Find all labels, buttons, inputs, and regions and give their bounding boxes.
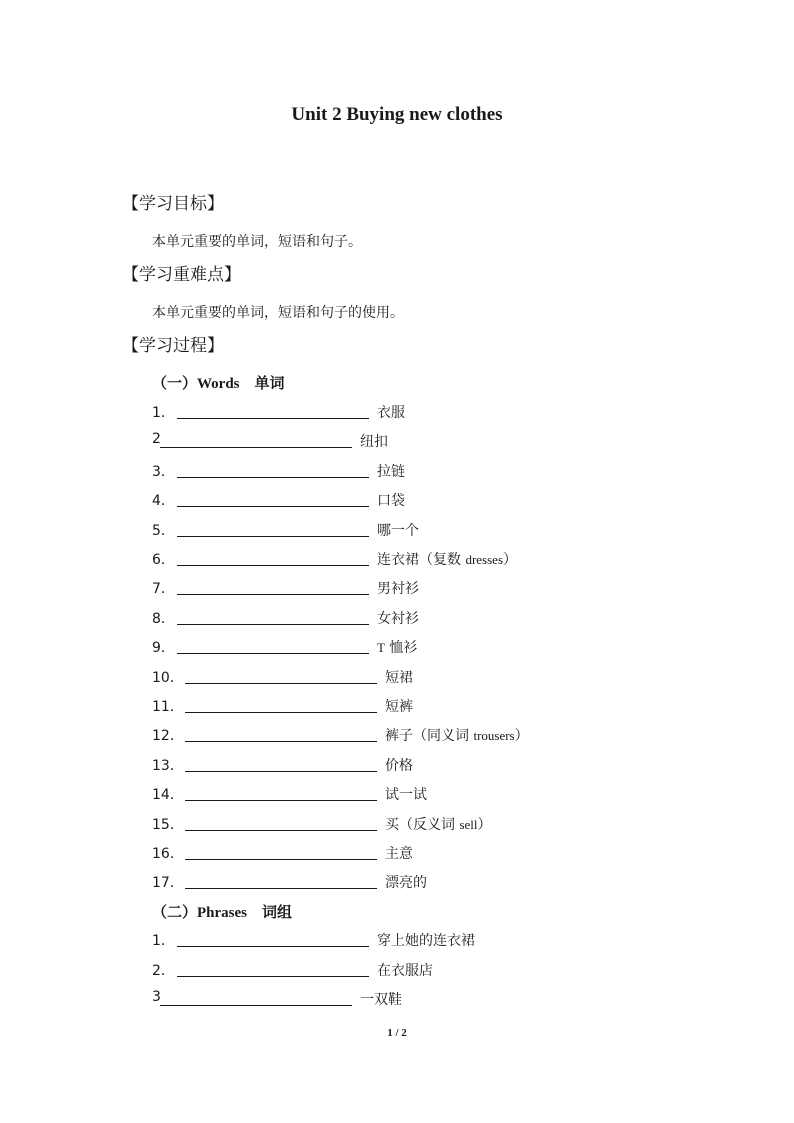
item-number: 5． xyxy=(152,522,175,539)
answer-blank[interactable] xyxy=(177,565,369,566)
phrases-heading: （二）Phrases 词组 xyxy=(152,905,292,921)
item-number: 16． xyxy=(152,846,184,862)
goal-heading: 【学习目标】 xyxy=(122,194,224,214)
fill-in-row xyxy=(0,490,794,514)
answer-blank[interactable] xyxy=(177,536,369,537)
item-number: 14． xyxy=(152,787,184,804)
answer-blank[interactable] xyxy=(185,859,377,860)
fill-in-row xyxy=(0,520,794,544)
item-number: 10． xyxy=(152,669,184,686)
item-meaning: 连衣裙（复数 dresses） xyxy=(377,552,517,568)
answer-blank[interactable] xyxy=(160,447,352,448)
fill-in-row xyxy=(0,696,794,720)
fill-in-row xyxy=(0,725,794,749)
item-number: 17． xyxy=(152,875,184,892)
item-number: 1． xyxy=(152,933,175,949)
fill-in-row xyxy=(0,431,794,455)
answer-blank[interactable] xyxy=(177,418,369,419)
item-meaning: T 恤衫 xyxy=(377,640,418,657)
goal-text: 本单元重要的单词，短语和句子。 xyxy=(152,234,362,250)
fill-in-row xyxy=(0,461,794,485)
item-meaning: 口袋 xyxy=(377,493,405,510)
fill-in-row xyxy=(0,989,794,1013)
item-number: 2． xyxy=(152,962,175,979)
item-meaning: 短裙 xyxy=(385,669,413,686)
answer-blank[interactable] xyxy=(185,741,377,742)
fill-in-row xyxy=(0,814,794,838)
item-number: 4． xyxy=(152,493,175,510)
fill-in-row xyxy=(0,872,794,896)
item-meaning: 裤子（同义词 trousers） xyxy=(385,728,529,745)
item-meaning: 女衬衫 xyxy=(377,610,419,627)
answer-blank[interactable] xyxy=(177,653,369,654)
answer-blank[interactable] xyxy=(177,506,369,507)
answer-blank[interactable] xyxy=(177,976,369,977)
page-title: Unit 2 Buying new clothes xyxy=(291,104,503,125)
item-meaning: 试一试 xyxy=(385,787,427,804)
item-meaning: 买（反义词 sell） xyxy=(385,816,492,833)
item-number: 12． xyxy=(152,728,184,745)
key-points-text: 本单元重要的单词，短语和句子的使用。 xyxy=(152,305,404,321)
item-number: 2 xyxy=(152,431,161,448)
answer-blank[interactable] xyxy=(185,830,377,831)
item-meaning: 拉链 xyxy=(377,463,405,480)
fill-in-row xyxy=(0,578,794,602)
item-meaning: 主意 xyxy=(385,846,413,862)
item-meaning: 短裤 xyxy=(385,699,413,715)
fill-in-row xyxy=(0,843,794,867)
item-number: 3 xyxy=(152,989,161,1005)
item-meaning: 一双鞋 xyxy=(360,992,402,1008)
item-meaning: 价格 xyxy=(385,757,413,774)
answer-blank[interactable] xyxy=(177,594,369,595)
fill-in-row xyxy=(0,637,794,661)
item-meaning: 穿上她的连衣裙 xyxy=(377,933,475,949)
fill-in-row xyxy=(0,960,794,984)
fill-in-row xyxy=(0,930,794,954)
item-number: 8． xyxy=(152,610,175,627)
item-number: 9． xyxy=(152,640,175,657)
item-number: 1． xyxy=(152,405,175,421)
item-meaning: 男衬衫 xyxy=(377,581,419,598)
fill-in-row xyxy=(0,667,794,691)
answer-blank[interactable] xyxy=(185,800,377,801)
item-number: 7． xyxy=(152,581,175,598)
item-number: 3． xyxy=(152,463,175,480)
answer-blank[interactable] xyxy=(177,477,369,478)
page-number: 1 / 2 xyxy=(387,1027,407,1039)
answer-blank[interactable] xyxy=(185,888,377,889)
fill-in-row xyxy=(0,784,794,808)
item-number: 11． xyxy=(152,699,184,715)
answer-blank[interactable] xyxy=(185,712,377,713)
item-number: 6． xyxy=(152,552,175,568)
item-number: 15． xyxy=(152,816,184,833)
fill-in-row xyxy=(0,402,794,426)
item-meaning: 衣服 xyxy=(377,405,405,421)
answer-blank[interactable] xyxy=(177,946,369,947)
item-meaning: 在衣服店 xyxy=(377,962,433,979)
item-number: 13． xyxy=(152,757,184,774)
item-meaning: 漂亮的 xyxy=(385,875,427,892)
fill-in-row xyxy=(0,608,794,632)
words-heading: （一）Words 单词 xyxy=(152,376,285,392)
item-meaning: 纽扣 xyxy=(360,434,388,451)
answer-blank[interactable] xyxy=(185,683,377,684)
process-heading: 【学习过程】 xyxy=(122,336,224,356)
answer-blank[interactable] xyxy=(185,771,377,772)
item-meaning: 哪一个 xyxy=(377,522,419,539)
key-points-heading: 【学习重难点】 xyxy=(122,265,241,285)
answer-blank[interactable] xyxy=(177,624,369,625)
fill-in-row xyxy=(0,755,794,779)
answer-blank[interactable] xyxy=(160,1005,352,1006)
fill-in-row xyxy=(0,549,794,573)
